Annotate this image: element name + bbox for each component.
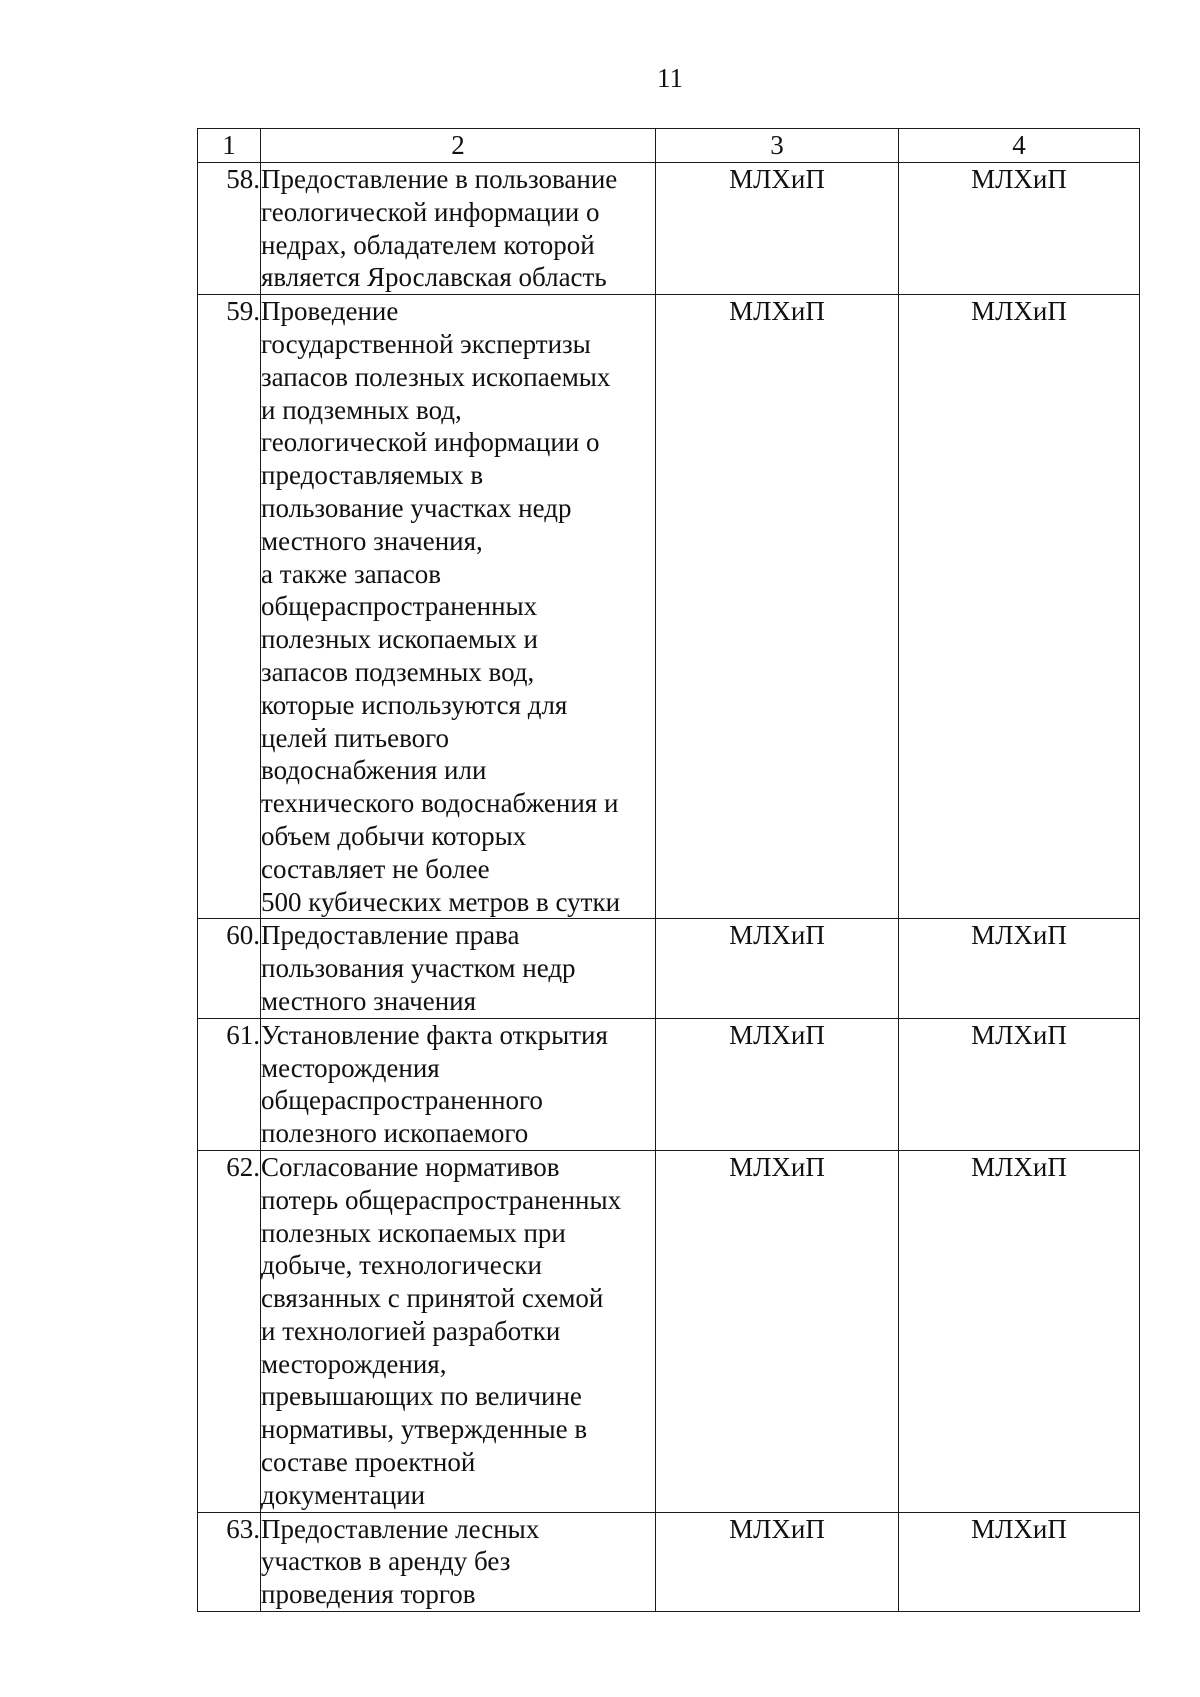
table-row — [198, 1018, 1140, 1150]
row-col3: МЛХиП — [656, 295, 899, 919]
row-number: 63. — [198, 1512, 261, 1611]
row-col4: МЛХиП — [899, 919, 1140, 1018]
row-number: 58. — [198, 163, 261, 295]
row-description: Предоставление лесных участков в аренду без проведения торгов — [261, 1512, 656, 1611]
row-number: 61. — [198, 1018, 261, 1150]
row-description: Согласование нормативов потерь общераспространенных полезных ископаемых при добыче, технологически связанных с принятой схемой и технологией разработки месторождения, превышающих по величине нормативы, утвержденные в составе проектной документации — [261, 1150, 656, 1512]
row-description: Предоставление в пользование геологической информации о недрах, обладателем которой является Ярославская область — [261, 163, 656, 295]
row-col4: МЛХиП — [899, 1018, 1140, 1150]
table-row — [198, 163, 1140, 295]
row-description: Предоставление права пользования участком недр местного значения — [261, 919, 656, 1018]
row-col4: МЛХиП — [899, 163, 1140, 295]
row-col3: МЛХиП — [656, 1150, 899, 1512]
table-row — [198, 1512, 1140, 1611]
header-col-3: 3 — [656, 129, 899, 163]
table-row — [198, 919, 1140, 1018]
row-description: Проведение государственной экспертизы запасов полезных ископаемых и подземных вод, геологической информации о предоставляемых в пользование участках недр местного значения, а также запасов общераспространенных полезных ископаемых и запасов подземных вод, которые используются для целей питьевого водоснабжения или технического водоснабжения и объем добычи которых составляет не более 500 кубических метров в сутки — [261, 295, 656, 919]
header-col-2: 2 — [261, 129, 656, 163]
page-number: 11 — [657, 63, 683, 93]
row-description: Установление факта открытия месторождения общераспространенного полезного ископаемого — [261, 1018, 656, 1150]
row-number: 59. — [198, 295, 261, 919]
row-col4: МЛХиП — [899, 1150, 1140, 1512]
row-number: 62. — [198, 1150, 261, 1512]
row-col3: МЛХиП — [656, 1018, 899, 1150]
table-header-row — [198, 129, 1140, 163]
table-row — [198, 295, 1140, 919]
row-col3: МЛХиП — [656, 1512, 899, 1611]
authority-table — [197, 128, 1140, 1612]
row-number: 60. — [198, 919, 261, 1018]
row-col3: МЛХиП — [656, 919, 899, 1018]
header-col-4: 4 — [899, 129, 1140, 163]
row-col4: МЛХиП — [899, 1512, 1140, 1611]
row-col3: МЛХиП — [656, 163, 899, 295]
header-col-1: 1 — [198, 129, 261, 163]
table-row — [198, 1150, 1140, 1512]
row-col4: МЛХиП — [899, 295, 1140, 919]
